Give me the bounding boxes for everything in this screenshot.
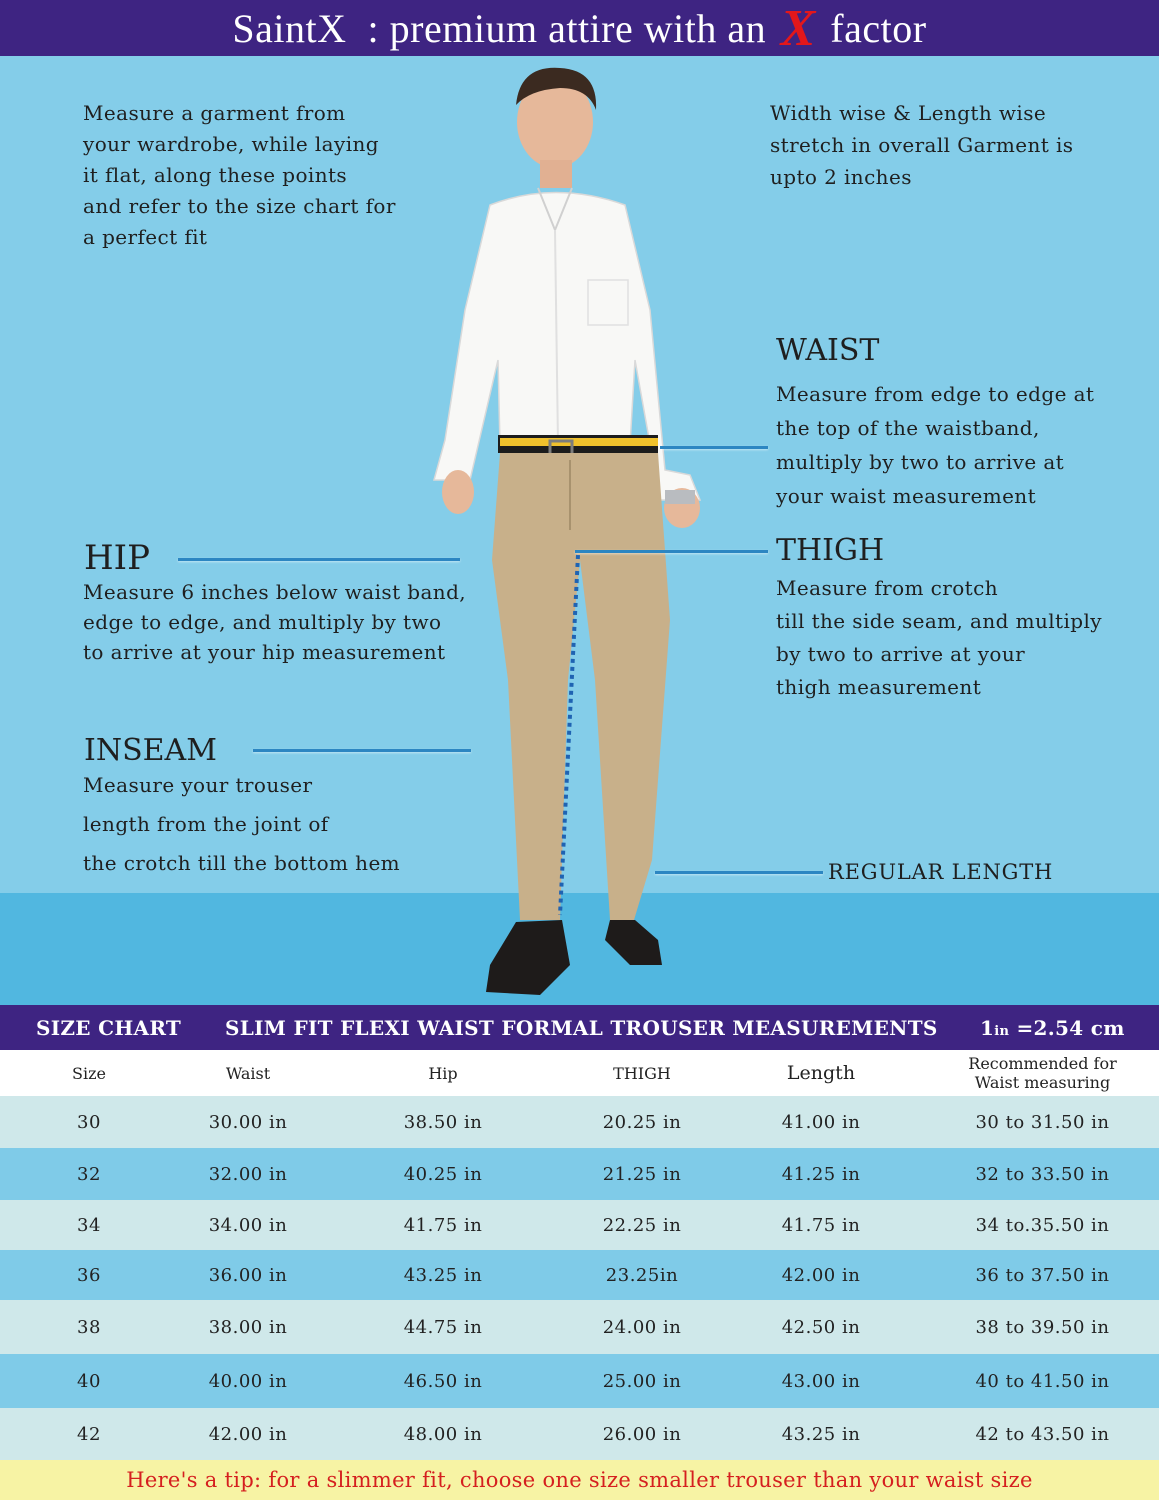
waist-line: your waist measurement (776, 484, 1037, 508)
cell-size: 32 (0, 1148, 178, 1200)
fit-tip-banner: Here's a tip: for a slimmer fit, choose one size smaller trouser than your waist size (0, 1460, 1159, 1500)
column-header-hip: Hip (318, 1050, 568, 1096)
waist-line: the top of the waistband, (776, 416, 1040, 440)
unit-conversion (980, 1016, 1125, 1040)
cell-size: 42 (0, 1408, 178, 1460)
cell-length: 43.25 in (716, 1408, 926, 1460)
cell-size: 36 (0, 1250, 178, 1300)
instruction-line: and refer to the size chart for (83, 194, 396, 218)
cell-size: 30 (0, 1096, 178, 1148)
cell-thigh: 24.00 in (568, 1300, 716, 1354)
cell-length: 42.50 in (716, 1300, 926, 1354)
cell-length: 43.00 in (716, 1354, 926, 1408)
recommended-line-2: Waist measuring (974, 1073, 1111, 1092)
cell-thigh: 21.25 in (568, 1148, 716, 1200)
cell-hip: 44.75 in (318, 1300, 568, 1354)
conversion-value: =2.54 cm (1009, 1016, 1125, 1040)
cell-thigh: 26.00 in (568, 1408, 716, 1460)
inseam-line: the crotch till the bottom hem (83, 851, 401, 875)
column-header-thigh: THIGH (568, 1050, 716, 1096)
recommended-line-1: Recommended for (968, 1054, 1117, 1073)
cell-hip: 41.75 in (318, 1200, 568, 1250)
regular-length-label: REGULAR LENGTH (828, 860, 1054, 884)
table-row (0, 1096, 1159, 1148)
column-header-recommended (926, 1050, 1159, 1096)
cell-length: 41.75 in (716, 1200, 926, 1250)
table-row (0, 1354, 1159, 1408)
instruction-line: your wardrobe, while laying (83, 132, 379, 156)
cell-thigh: 23.25in (568, 1250, 716, 1300)
brand-header (0, 0, 1159, 56)
size-table (0, 1050, 1159, 1460)
cell-waist: 36.00 in (178, 1250, 318, 1300)
hip-instructions (83, 577, 466, 667)
cell-recommended: 38 to 39.50 in (926, 1300, 1159, 1354)
size-chart-title: SLIM FIT FLEXI WAIST FORMAL TROUSER MEASUREMENTS (225, 1016, 938, 1040)
table-row (0, 1200, 1159, 1250)
cell-size: 38 (0, 1300, 178, 1354)
cell-recommended: 32 to 33.50 in (926, 1148, 1159, 1200)
cell-hip: 38.50 in (318, 1096, 568, 1148)
tagline-part-2: factor (819, 5, 927, 51)
x-factor-mark: X (780, 0, 816, 57)
thigh-instructions (776, 572, 1102, 704)
cell-hip: 46.50 in (318, 1354, 568, 1408)
thigh-heading: THIGH (776, 533, 885, 568)
size-table-body (0, 1096, 1159, 1460)
cell-waist: 38.00 in (178, 1300, 318, 1354)
cell-recommended: 36 to 37.50 in (926, 1250, 1159, 1300)
cell-thigh: 20.25 in (568, 1096, 716, 1148)
cell-size: 40 (0, 1354, 178, 1408)
model-figure (420, 60, 740, 1000)
instruction-line: Measure a garment from (83, 101, 346, 125)
column-header-size: Size (0, 1050, 178, 1096)
stretch-note (770, 97, 1073, 193)
inseam-line: Measure your trouser (83, 773, 313, 797)
waist-line: multiply by two to arrive at (776, 450, 1065, 474)
cell-thigh: 22.25 in (568, 1200, 716, 1250)
cell-recommended: 34 to.35.50 in (926, 1200, 1159, 1250)
stretch-line: Width wise & Length wise (770, 101, 1047, 125)
column-header-length: Length (716, 1050, 926, 1096)
cell-hip: 40.25 in (318, 1148, 568, 1200)
stretch-line: upto 2 inches (770, 165, 912, 189)
waist-line: Measure from edge to edge at (776, 382, 1095, 406)
cell-waist: 42.00 in (178, 1408, 318, 1460)
cell-recommended: 40 to 41.50 in (926, 1354, 1159, 1408)
cell-waist: 30.00 in (178, 1096, 318, 1148)
inseam-line: length from the joint of (83, 812, 329, 836)
cell-length: 41.25 in (716, 1148, 926, 1200)
thigh-line: till the side seam, and multiply (776, 609, 1102, 633)
cell-recommended: 42 to 43.50 in (926, 1408, 1159, 1460)
cell-length: 41.00 in (716, 1096, 926, 1148)
regular-length-pointer-line (655, 871, 823, 874)
hip-pointer-line (178, 558, 460, 561)
waist-heading: WAIST (776, 333, 880, 368)
brand-name: SaintX (232, 5, 347, 51)
measure-garment-instructions (83, 98, 396, 253)
inseam-pointer-line (253, 749, 471, 752)
size-chart-title-bar (0, 1005, 1159, 1050)
cell-waist: 34.00 in (178, 1200, 318, 1250)
instruction-line: it flat, along these points (83, 163, 348, 187)
cell-size: 34 (0, 1200, 178, 1250)
size-chart-label: SIZE CHART (36, 1016, 182, 1040)
hip-line: to arrive at your hip measurement (83, 640, 446, 664)
cell-recommended: 30 to 31.50 in (926, 1096, 1159, 1148)
inseam-instructions (83, 766, 400, 883)
table-header-row (0, 1050, 1159, 1096)
thigh-line: thigh measurement (776, 675, 982, 699)
waist-pointer-line (660, 446, 768, 449)
thigh-pointer-line (575, 550, 768, 553)
tagline-part-1: : premium attire with an (346, 5, 777, 51)
hip-line: edge to edge, and multiply by two (83, 610, 442, 634)
table-row (0, 1300, 1159, 1354)
cell-thigh: 25.00 in (568, 1354, 716, 1408)
cell-length: 42.00 in (716, 1250, 926, 1300)
cell-waist: 40.00 in (178, 1354, 318, 1408)
hip-line: Measure 6 inches below waist band, (83, 580, 467, 604)
table-row (0, 1148, 1159, 1200)
hip-heading: HIP (84, 538, 150, 578)
waist-instructions (776, 377, 1094, 513)
table-row (0, 1250, 1159, 1300)
thigh-line: by two to arrive at your (776, 642, 1026, 666)
table-row (0, 1408, 1159, 1460)
conversion-number: 1 (980, 1016, 995, 1040)
column-header-waist: Waist (178, 1050, 318, 1096)
cell-waist: 32.00 in (178, 1148, 318, 1200)
inseam-heading: INSEAM (84, 733, 217, 768)
cell-hip: 48.00 in (318, 1408, 568, 1460)
stretch-line: stretch in overall Garment is (770, 133, 1074, 157)
cell-hip: 43.25 in (318, 1250, 568, 1300)
thigh-line: Measure from crotch (776, 576, 998, 600)
instruction-line: a perfect fit (83, 225, 208, 249)
conversion-unit: in (994, 1024, 1010, 1039)
